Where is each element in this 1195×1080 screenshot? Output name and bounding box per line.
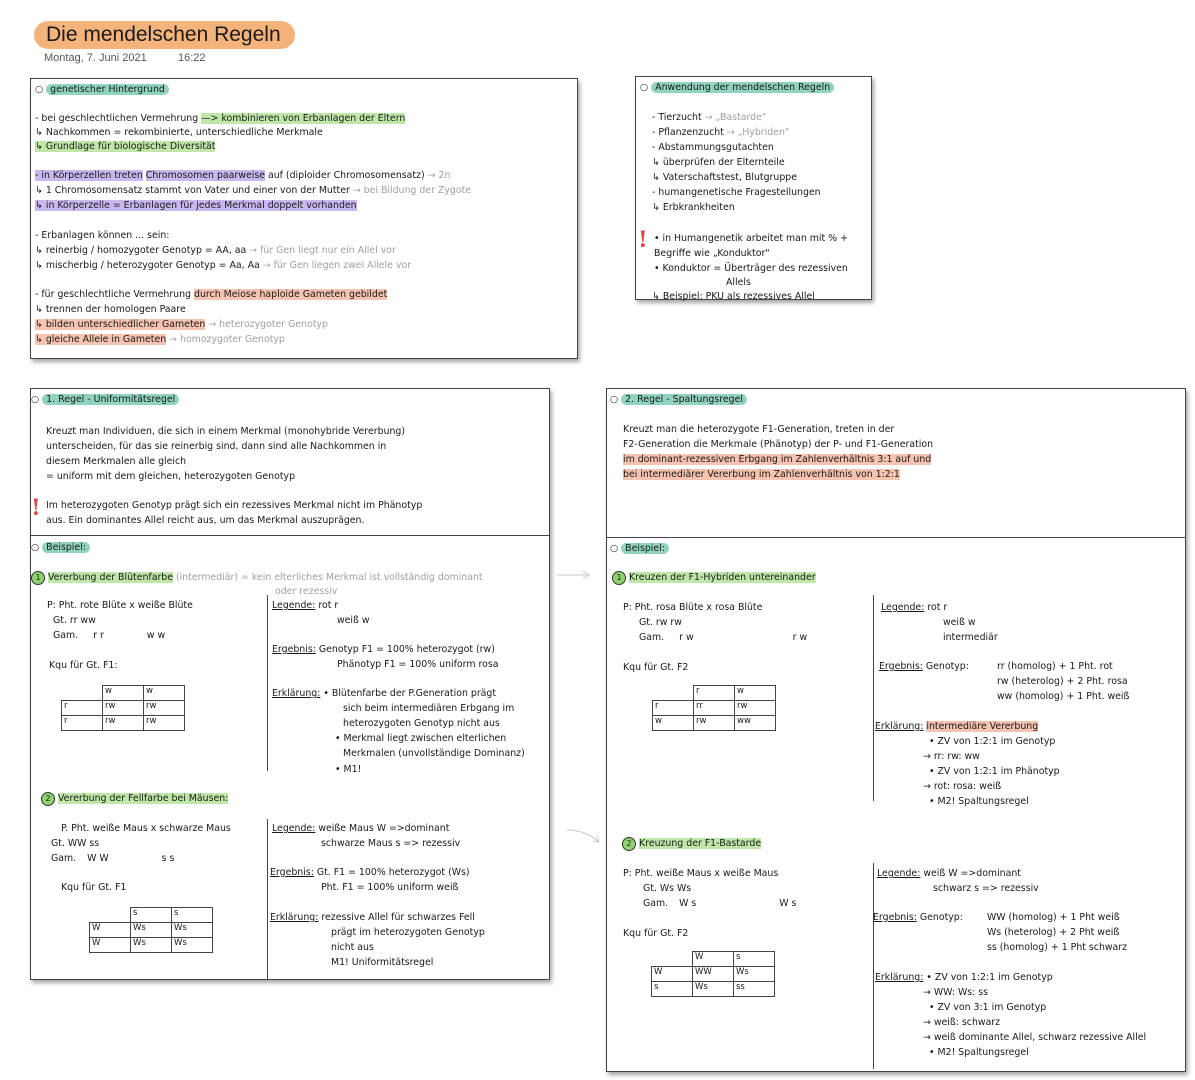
page-title: Die mendelschen Regeln — [34, 21, 295, 49]
text-line: ↳ bilden unterschiedlicher Gameten → heterozygoter Genotyp — [35, 319, 329, 330]
text-line: ↳ überprüfen der Elternteile — [652, 157, 785, 168]
text-line: - für geschlechtliche Vermehrung durch Meiose haploide Gameten gebildet — [35, 289, 388, 300]
explanation-line: nicht aus — [331, 942, 374, 953]
result: Ergebnis: Genotyp: — [879, 661, 969, 672]
text-line: im dominant-rezessiven Erbgang im Zahlenverhältnis 3:1 auf und — [623, 454, 932, 465]
text-line: ↳ Nachkommen = rekombinierte, unterschiedliche Merkmale — [35, 127, 323, 138]
divider — [31, 535, 549, 536]
text-line: Im heterozygoten Genotyp prägt sich ein rezessives Merkmal nicht im Phänotyp — [46, 500, 423, 511]
explanation-line: • ZV von 1:2:1 im Genotyp — [929, 736, 1056, 747]
explanation-line: • M2! Spaltungsregel — [929, 796, 1029, 807]
text-line: unterscheiden, für das sie reinerbig sind, dann sind alle Nachkommen in — [46, 441, 387, 452]
text-line: Kreuzt man Individuen, die sich in einem Merkmal (monohybride Vererbung) — [46, 426, 406, 437]
example-title: 1 Vererbung der Blütenfarbe (intermediär) = kein elterliches Merkmal ist vollständig dominant — [31, 571, 483, 585]
text-line: - humangenetische Fragestellungen — [652, 187, 821, 198]
text-line: - in Körperzellen treten Chromosomen paarweise auf (diploider Chromosomensatz) → 2n — [35, 170, 451, 181]
card-genetic-background — [30, 78, 578, 359]
card-segregation-rule — [606, 388, 1186, 1072]
card-heading: ○ 2. Regel - Spaltungsregel — [610, 393, 747, 406]
text-line: ↳ mischerbig / heterozygoter Genotyp = Aa, Aa → für Gen liegen zwei Allele vor — [35, 260, 412, 271]
legend-line: weiß w — [943, 617, 976, 628]
text-line: - bei geschlechtlichen Vermehrung —> kombinieren von Erbanlagen der Eltern — [35, 113, 406, 124]
cross-gametes: Gam. r w r w — [639, 632, 808, 643]
note-line: oder rezessiv — [275, 586, 338, 597]
cross-gametes: Gam. r r w w — [53, 630, 166, 641]
punnett-label: Kqu für Gt. F1: — [49, 660, 118, 671]
legend-line: schwarze Maus s => rezessiv — [321, 838, 461, 849]
text-line: ↳ reinerbig / homozygoter Genotyp = AA, aa → für Gen liegt nur ein Allel vor — [35, 245, 396, 256]
column-divider — [873, 863, 874, 1069]
example-heading: ○ Beispiel: — [31, 541, 90, 554]
explanation-line: • ZV von 3:1 im Genotyp — [929, 1002, 1047, 1013]
card-uniformity-rule — [30, 388, 550, 980]
explanation-line: M1! Uniformitätsregel — [331, 957, 434, 968]
explanation-line: • ZV von 1:2:1 im Phänotyp — [929, 766, 1060, 777]
result: Ergebnis: Genotyp F1 = 100% heterozygot (rw) — [272, 644, 495, 655]
punnett-square: s s W Ws Ws W Ws Ws — [89, 907, 213, 953]
result-line: rw (heterolog) + 2 Pht. rosa — [997, 676, 1128, 687]
text-line: • Konduktor = Überträger des rezessiven — [654, 263, 848, 274]
explanation-line: → weiß dominante Allel, schwarz rezessive Allel — [923, 1032, 1147, 1043]
legend-line: weiß w — [337, 615, 370, 626]
text-line: ↳ Grundlage für biologische Diversität — [35, 141, 216, 152]
text-line: ↳ 1 Chromosomensatz stammt von Vater und einer von der Mutter → bei Bildung der Zygote — [35, 185, 472, 196]
warning-mark-icon: ! — [31, 495, 41, 521]
explanation-line: → rot: rosa: weiß — [923, 781, 1002, 792]
text-line: • in Humangenetik arbeitet man mit % + — [654, 233, 848, 244]
explanation-line: sich beim intermediären Erbgang im — [343, 703, 515, 714]
cross-gametes: Gam. W s W s — [643, 898, 797, 909]
text-line: bei intermediärer Vererbung im Zahlenverhältnis von 1:2:1 — [623, 469, 900, 480]
result-line: ww (homolog) + 1 Pht. weiß — [997, 691, 1130, 702]
explanation-line: • M1! — [335, 764, 362, 775]
connector-arrow-icon — [565, 826, 605, 850]
explanation-line: heterozygoten Genotyp nicht aus — [343, 718, 500, 729]
example-title: 2 Vererbung der Fellfarbe bei Mäusen: — [41, 792, 228, 806]
warning-mark-icon: ! — [638, 227, 648, 253]
text-line: - Tierzucht → „Bastarde" — [652, 112, 767, 123]
text-line: = uniform mit dem gleichen, heterozygoten Genotyp — [46, 471, 296, 482]
text-line: ↳ Beispiel: PKU als rezessives Allel — [652, 291, 815, 302]
cross-genotype: Gt. Ws Ws — [643, 883, 692, 894]
column-divider — [873, 595, 874, 801]
result-line: Pht. F1 = 100% uniform weiß — [321, 882, 459, 893]
explanation: Erklärung: • ZV von 1:2:1 im Genotyp — [875, 972, 1053, 983]
text-line: - Erbanlagen können ... sein: — [35, 230, 170, 241]
explanation-line: prägt im heterozygoten Genotyp — [331, 927, 485, 938]
explanation-line: → WW: Ws: ss — [923, 987, 989, 998]
cross-gametes: Gam. W W s s — [51, 853, 175, 864]
example-title: 1 Kreuzen der F1-Hybriden untereinander — [612, 571, 816, 585]
result-line: WW (homolog) + 1 Pht weiß — [987, 912, 1120, 923]
result-line: ss (homolog) + 1 Pht schwarz — [987, 942, 1128, 953]
card-heading: ○ genetischer Hintergrund — [35, 83, 169, 96]
legend: Legende: rot r — [272, 600, 339, 611]
explanation-line: • M2! Spaltungsregel — [929, 1047, 1029, 1058]
cross-parents: P: Pht. rosa Blüte x rosa Blüte — [623, 602, 763, 613]
explanation: Erklärung: intermediäre Vererbung — [875, 721, 1039, 732]
punnett-square: W s W WW Ws s Ws ss — [651, 951, 775, 997]
legend: Legende: weiß W =>dominant — [877, 868, 1021, 879]
text-line: F2-Generation die Merkmale (Phänotyp) der P- und F1-Generation — [623, 439, 934, 450]
text-line: diesem Merkmalen alle gleich — [46, 456, 187, 467]
explanation-line: • Merkmal liegt zwischen elterlichen — [335, 733, 507, 744]
punnett-square: w w r rw rw r rw rw — [61, 685, 185, 731]
result: Ergebnis: Genotyp: — [873, 912, 963, 923]
text-line: ↳ gleiche Allele in Gameten → homozygoter Genotyp — [35, 334, 285, 345]
result-line: rr (homolog) + 1 Pht. rot — [997, 661, 1113, 672]
result: Ergebnis: Gt. F1 = 100% heterozygot (Ws) — [270, 867, 470, 878]
divider — [607, 537, 1185, 538]
page-date: Montag, 7. Juni 2021 — [44, 52, 147, 64]
text-line: ↳ trennen der homologen Paare — [35, 304, 186, 315]
explanation: Erklärung: rezessive Allel für schwarzes Fell — [270, 912, 475, 923]
legend: Legende: weiße Maus W =>dominant — [272, 823, 450, 834]
cross-genotype: Gt. rw rw — [639, 617, 682, 628]
explanation-line: → weiß: schwarz — [923, 1017, 1001, 1028]
card-heading: ○ Anwendung der mendelschen Regeln — [640, 81, 834, 94]
legend-line: intermediär — [943, 632, 998, 643]
text-line: - Abstammungsgutachten — [652, 142, 774, 153]
legend: Legende: rot r — [881, 602, 948, 613]
card-application — [635, 76, 872, 300]
cross-parents: P: Pht. weiße Maus x weiße Maus — [623, 868, 779, 879]
text-line: - Pflanzenzucht → „Hybriden" — [652, 127, 790, 138]
text-line: aus. Ein dominantes Allel reicht aus, um das Merkmal auszuprägen. — [46, 515, 365, 526]
page-time: 16:22 — [178, 52, 206, 64]
cross-parents: P. Pht. weiße Maus x schwarze Maus — [61, 823, 231, 834]
column-divider — [267, 819, 268, 979]
example-title: 2 Kreuzung der F1-Bastarde — [622, 837, 761, 851]
punnett-label: Kqu für Gt. F2 — [623, 662, 689, 673]
result-line: Ws (heterolog) + 2 Pht weiß — [987, 927, 1120, 938]
cross-parents: P: Pht. rote Blüte x weiße Blüte — [47, 600, 193, 611]
explanation: Erklärung: • Blütenfarbe der P.Generation prägt — [272, 688, 497, 699]
example-heading: ○ Beispiel: — [610, 542, 669, 555]
cross-genotype: Gt. WW ss — [51, 838, 100, 849]
legend-line: schwarz s => rezessiv — [933, 883, 1039, 894]
column-divider — [267, 595, 268, 771]
cross-genotype: Gt. rr ww — [53, 615, 96, 626]
text-line: ↳ Erbkrankheiten — [652, 202, 735, 213]
connector-arrow-icon — [555, 565, 595, 585]
text-line: Begriffe wie „Konduktor" — [654, 248, 770, 259]
punnett-label: Kqu für Gt. F1 — [61, 882, 127, 893]
explanation-line: Merkmalen (unvollständige Dominanz) — [343, 748, 525, 759]
explanation-line: → rr: rw: ww — [923, 751, 980, 762]
text-line: ↳ Vaterschaftstest, Blutgruppe — [652, 172, 798, 183]
text-line: ↳ in Körperzelle = Erbanlagen für jedes Merkmal doppelt vorhanden — [35, 200, 357, 211]
result-line: Phänotyp F1 = 100% uniform rosa — [337, 659, 499, 670]
text-line: Allels — [726, 277, 751, 288]
card-heading: ○ 1. Regel - Uniformitätsregel — [31, 393, 179, 406]
punnett-label: Kqu für Gt. F2 — [623, 928, 689, 939]
punnett-square: r w r rr rw w rw ww — [652, 685, 776, 731]
text-line: Kreuzt man die heterozygote F1-Generation, treten in der — [623, 424, 895, 435]
